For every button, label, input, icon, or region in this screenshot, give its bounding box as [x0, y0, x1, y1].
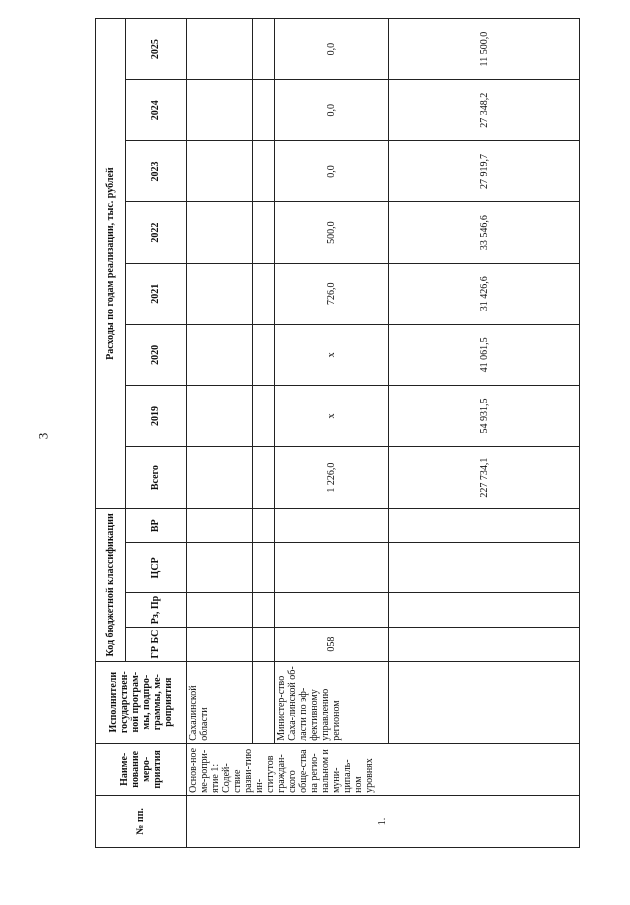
vr-cell [389, 509, 580, 543]
grbs-cell [389, 627, 580, 661]
header-num: № пп. [96, 795, 187, 847]
header-year-2019: 2019 [125, 385, 186, 446]
value-2025-cell [186, 19, 253, 80]
table-row [274, 19, 388, 848]
executor-cell [389, 661, 580, 743]
value-2023-cell: 27 919,7 [389, 141, 580, 202]
header-grbs: ГР БС [125, 627, 186, 661]
value-2021-cell [186, 263, 253, 324]
value-2024-cell [186, 80, 253, 141]
header-year-2024: 2024 [125, 80, 186, 141]
total-cell: 227 734,1 [389, 447, 580, 509]
budget-table [95, 18, 580, 848]
rzpr-cell [186, 593, 253, 627]
header-expenses: Расходы по годам реализации, тыс. рублей [96, 19, 126, 509]
vr-cell [186, 509, 253, 543]
vr-cell [274, 509, 388, 543]
header-year-2025: 2025 [125, 19, 186, 80]
value-2021-cell: 726,0 [274, 263, 388, 324]
header-total: Всего [125, 447, 186, 509]
header-budget-code: Код бюджетной классификации [96, 509, 126, 661]
csr-cell [389, 543, 580, 593]
header-year-2020: 2020 [125, 324, 186, 385]
value-2022-cell: 500,0 [274, 202, 388, 263]
value-2020-cell: 41 061,5 [389, 324, 580, 385]
header-year-2023: 2023 [125, 141, 186, 202]
header-rzpr: Рз, Пр [125, 593, 186, 627]
executor-cell: Министер-ство Саха-линской об-ласти по эф-фективному управлению регионом [274, 661, 388, 743]
table-row [186, 19, 253, 848]
header-year-2021: 2021 [125, 263, 186, 324]
table-row-main [389, 19, 580, 848]
grbs-cell: 058 [274, 627, 388, 661]
total-cell [186, 447, 253, 509]
value-2020-cell: x [274, 324, 388, 385]
value-2022-cell [186, 202, 253, 263]
value-2024-cell: 0,0 [274, 80, 388, 141]
table-row-spacer [253, 19, 274, 848]
header-executors: Исполнители государствен-ной програм-мы, подпро-граммы, ме-роприятия [96, 661, 187, 743]
header-vr: ВР [125, 509, 186, 543]
value-2024-cell: 27 348,2 [389, 80, 580, 141]
activity-name-cell: Основ-ное ме-ропри-ятие 1: Содей-ствие разви-тию ин-ститутов граждан-ского обще-ства на регио-нальном и муни-ципаль-ном уровнях [186, 743, 579, 795]
row-number-cell: 1. [186, 795, 579, 847]
value-2023-cell [186, 141, 253, 202]
value-2020-cell [186, 324, 253, 385]
value-2025-cell: 0,0 [274, 19, 388, 80]
value-2019-cell: 54 931,5 [389, 385, 580, 446]
page-number: 3 [35, 432, 51, 440]
executor-cell: Сахалинской области [186, 661, 253, 743]
csr-cell [274, 543, 388, 593]
rotated-table-container [95, 18, 580, 848]
grbs-cell [186, 627, 253, 661]
value-2019-cell: x [274, 385, 388, 446]
value-2019-cell [186, 385, 253, 446]
value-2023-cell: 0,0 [274, 141, 388, 202]
total-cell: 1 226,0 [274, 447, 388, 509]
rzpr-cell [389, 593, 580, 627]
value-2022-cell: 33 546,6 [389, 202, 580, 263]
value-2025-cell: 11 500,0 [389, 19, 580, 80]
csr-cell [186, 543, 253, 593]
value-2021-cell: 31 426,6 [389, 263, 580, 324]
rzpr-cell [274, 593, 388, 627]
header-name: Наиме-нование меро-приятия [96, 743, 187, 795]
header-year-2022: 2022 [125, 202, 186, 263]
header-csr: ЦСР [125, 543, 186, 593]
